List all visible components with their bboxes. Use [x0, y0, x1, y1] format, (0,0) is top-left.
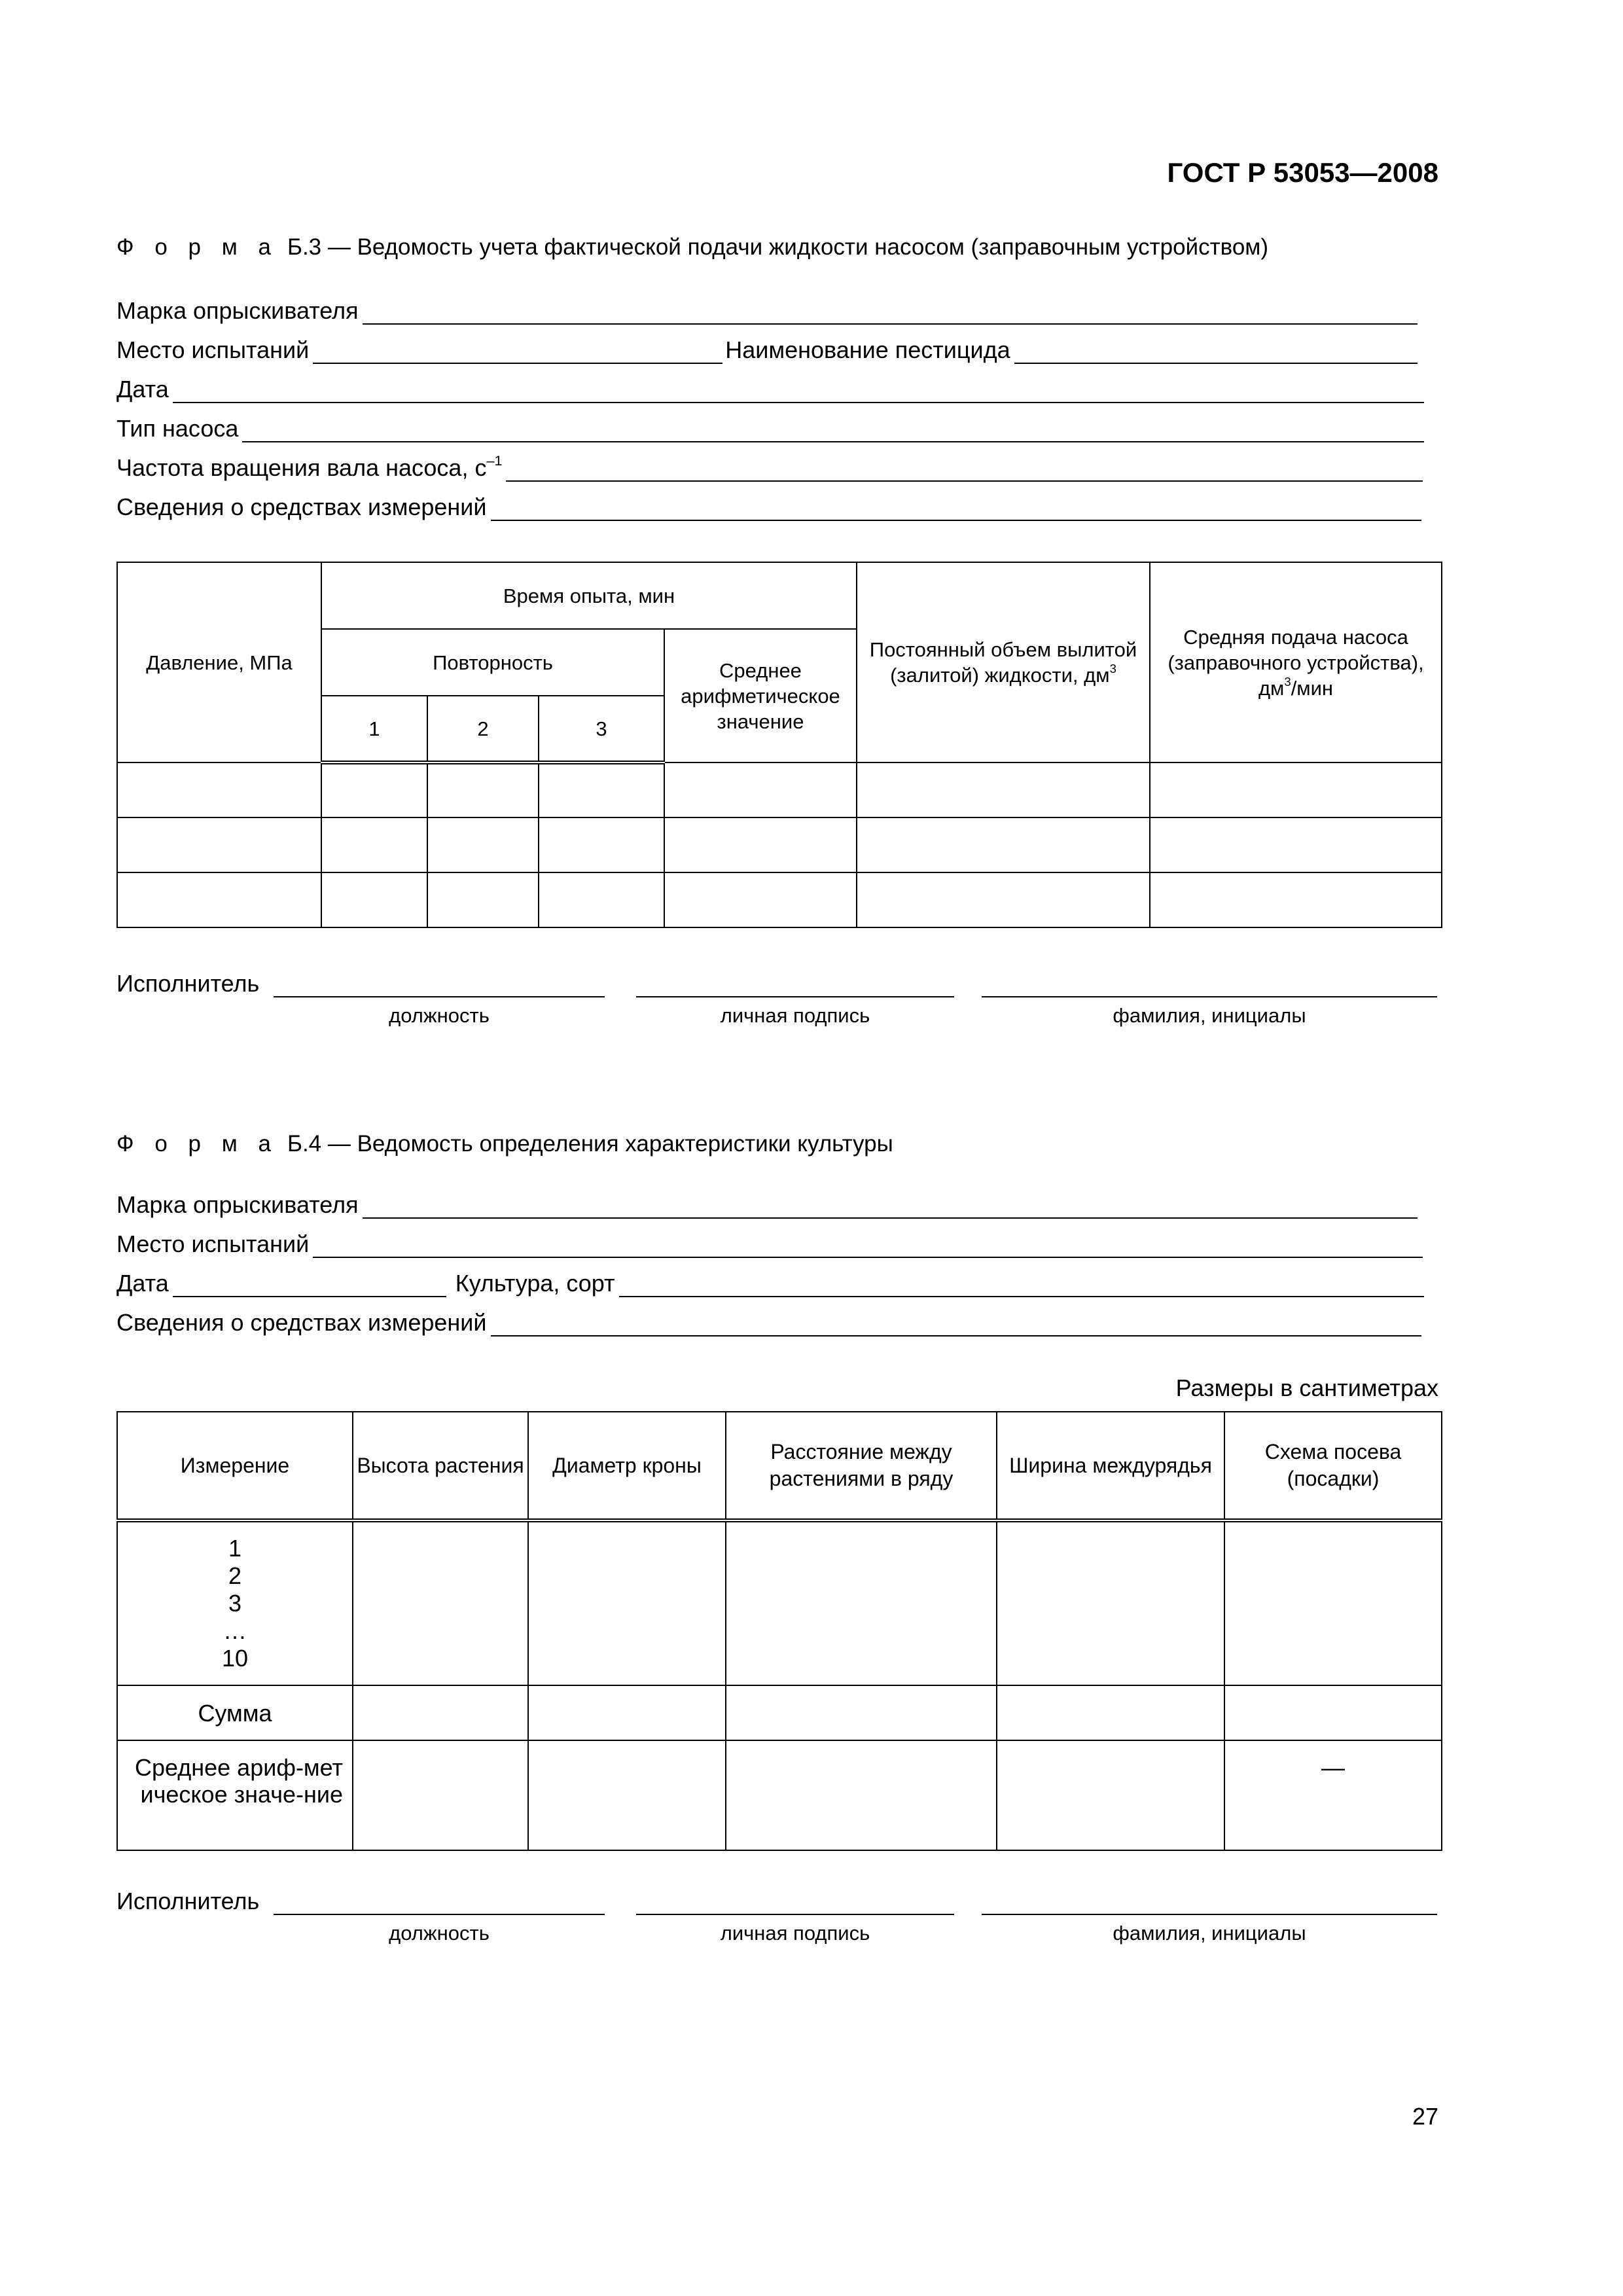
table-cell[interactable]	[353, 1520, 528, 1685]
header-crown-diameter: Диаметр кроны	[528, 1412, 726, 1520]
fill-line[interactable]	[242, 419, 1424, 442]
dash-cell: —	[1224, 1740, 1442, 1850]
field-test-place-b4[interactable]	[116, 1229, 1423, 1258]
units-note: Размеры в сантиметрах	[1175, 1374, 1438, 1401]
header-flow-text: Средняя подача насоса (заправочного устройства), дм	[1168, 625, 1424, 700]
table-cell[interactable]	[539, 762, 664, 817]
table-row	[117, 1520, 1442, 1685]
caption-sign: личная подпись	[720, 1922, 870, 1945]
measurement-number: 1	[228, 1535, 242, 1562]
table-cell[interactable]	[321, 762, 427, 817]
measurement-number: 2	[228, 1562, 242, 1589]
form-b4-title	[116, 1131, 893, 1157]
header-interrow-width: Ширина междурядья	[997, 1412, 1224, 1520]
header-plant-height: Высота растения	[353, 1412, 528, 1520]
caption-position: должность	[389, 1004, 490, 1027]
header-rep-1: 1	[321, 696, 427, 762]
field-pump-type[interactable]	[116, 414, 1424, 442]
standard-number: ГОСТ Р 53053—2008	[1167, 157, 1438, 188]
header-flow-unit: /мин	[1291, 676, 1334, 700]
table-cell[interactable]	[321, 872, 427, 927]
fill-line[interactable]	[619, 1274, 1424, 1297]
table-cell[interactable]	[997, 1740, 1224, 1850]
field-label	[116, 454, 506, 482]
measurement-number: 3	[228, 1590, 242, 1617]
table-cell[interactable]	[1150, 817, 1442, 872]
header-repeat: Повторность	[321, 629, 664, 696]
form-b4-table	[116, 1411, 1442, 1851]
header-flow-exponent: 3	[1284, 674, 1291, 689]
table-cell[interactable]	[427, 817, 539, 872]
table-cell[interactable]	[664, 817, 857, 872]
form-b4-prefix: Ф о р м а	[116, 1131, 278, 1157]
field-instruments-b3[interactable]	[116, 492, 1421, 521]
table-cell[interactable]	[321, 817, 427, 872]
field-label: Дата	[116, 376, 169, 403]
table-cell[interactable]	[664, 762, 857, 817]
header-rep-2: 2	[427, 696, 539, 762]
table-row	[117, 1740, 1442, 1850]
fill-line[interactable]	[173, 380, 1424, 403]
table-cell[interactable]	[427, 872, 539, 927]
table-row	[117, 817, 1442, 872]
table-cell[interactable]	[117, 872, 321, 927]
signature-name-line[interactable]	[982, 1912, 1437, 1915]
header-volume	[857, 562, 1150, 762]
row-mean-label: Среднее ариф-метическое значе-ние	[117, 1740, 353, 1850]
form-b3-prefix: Ф о р м а	[116, 234, 278, 260]
table-cell[interactable]	[1224, 1520, 1442, 1685]
header-mean: Среднее арифметическое значение	[664, 629, 857, 762]
field-label: Тип насоса	[116, 415, 239, 442]
signature-name-line[interactable]	[982, 995, 1437, 997]
table-cell[interactable]	[117, 817, 321, 872]
table-cell[interactable]	[997, 1685, 1224, 1740]
field-label: Место испытаний	[116, 336, 310, 363]
field-test-place-b3[interactable]	[116, 335, 1418, 364]
table-cell[interactable]	[539, 817, 664, 872]
signature-position-line[interactable]	[274, 995, 605, 997]
header-volume-text: Постоянный объем вылитой (залитой) жидкости, дм	[869, 638, 1137, 687]
table-cell[interactable]	[726, 1520, 997, 1685]
fill-line[interactable]	[363, 301, 1418, 325]
header-row-spacing: Расстояние между растениями в ряду	[726, 1412, 997, 1520]
form-b3-title-text: Б.3 — Ведомость учета фактической подачи жидкости насосом (заправочным устройством)	[287, 234, 1269, 260]
field-sprayer-brand-b4[interactable]	[116, 1190, 1418, 1219]
table-cell[interactable]	[857, 762, 1150, 817]
header-volume-exponent: 3	[1109, 662, 1116, 676]
field-instruments-b4[interactable]	[116, 1308, 1421, 1336]
table-cell[interactable]	[1224, 1685, 1442, 1740]
form-b3-title	[116, 234, 1268, 260]
row-sum-label: Сумма	[117, 1685, 353, 1740]
form-b3-table	[116, 562, 1442, 928]
page-number: 27	[1412, 2103, 1438, 2130]
field-date-culture[interactable]	[116, 1268, 1424, 1297]
signature-label-b4: Исполнитель	[116, 1888, 260, 1914]
field-sprayer-brand-b3[interactable]	[116, 296, 1418, 325]
signature-position-line[interactable]	[274, 1912, 605, 1915]
field-label: Место испытаний	[116, 1230, 310, 1257]
table-cell[interactable]	[353, 1685, 528, 1740]
table-cell[interactable]	[427, 762, 539, 817]
table-cell[interactable]	[726, 1740, 997, 1850]
form-b4-title-text: Б.4 — Ведомость определения характеристики культуры	[287, 1131, 893, 1157]
caption-name: фамилия, инициалы	[1113, 1922, 1306, 1945]
header-measurement: Измерение	[117, 1412, 353, 1520]
measurement-number: 10	[221, 1645, 249, 1672]
table-cell[interactable]	[857, 817, 1150, 872]
table-row	[117, 762, 1442, 817]
field-label: Сведения о средствах измерений	[116, 493, 487, 520]
signature-sign-line[interactable]	[636, 1912, 954, 1915]
caption-sign: личная подпись	[720, 1004, 870, 1027]
fill-line[interactable]	[363, 1195, 1418, 1219]
fill-line[interactable]	[1014, 340, 1418, 364]
header-pressure: Давление, МПа	[117, 562, 321, 762]
signature-sign-line[interactable]	[636, 995, 954, 997]
measurement-numbers	[117, 1520, 353, 1685]
header-rep-3: 3	[539, 696, 664, 762]
table-cell[interactable]	[857, 872, 1150, 927]
caption-name: фамилия, инициалы	[1113, 1004, 1306, 1027]
field-date-b3[interactable]	[116, 374, 1424, 403]
table-cell[interactable]	[1150, 762, 1442, 817]
table-cell[interactable]	[117, 762, 321, 817]
table-cell[interactable]	[1150, 872, 1442, 927]
fill-line[interactable]	[491, 497, 1421, 521]
field-label: Наименование пестицида	[725, 336, 1010, 363]
fill-line[interactable]	[313, 1234, 1423, 1258]
fill-line[interactable]	[491, 1313, 1421, 1336]
field-label: Марка опрыскивателя	[116, 1191, 359, 1218]
table-row	[117, 1685, 1442, 1740]
fill-line[interactable]	[313, 340, 722, 364]
fill-line[interactable]	[506, 458, 1423, 482]
caption-position: должность	[389, 1922, 490, 1945]
header-time: Время опыта, мин	[321, 562, 857, 629]
table-cell[interactable]	[353, 1740, 528, 1850]
header-sowing-scheme: Схема посева (посадки)	[1224, 1412, 1442, 1520]
table-cell[interactable]	[528, 1520, 726, 1685]
table-row	[117, 872, 1442, 927]
field-label: Сведения о средствах измерений	[116, 1309, 487, 1336]
table-cell[interactable]	[528, 1740, 726, 1850]
field-label: Культура, сорт	[455, 1270, 615, 1297]
field-label-exponent: –1	[486, 452, 503, 469]
table-cell[interactable]	[528, 1685, 726, 1740]
table-cell[interactable]	[726, 1685, 997, 1740]
header-flow	[1150, 562, 1442, 762]
fill-line[interactable]	[173, 1274, 446, 1297]
signature-label-b3: Исполнитель	[116, 970, 260, 997]
table-cell[interactable]	[997, 1520, 1224, 1685]
measurement-number: …	[223, 1617, 247, 1644]
table-cell[interactable]	[664, 872, 857, 927]
table-cell[interactable]	[539, 872, 664, 927]
field-label-text: Частота вращения вала насоса, с	[116, 454, 487, 481]
field-label: Дата	[116, 1270, 169, 1297]
field-label: Марка опрыскивателя	[116, 297, 359, 324]
field-shaft-speed[interactable]	[116, 453, 1423, 482]
